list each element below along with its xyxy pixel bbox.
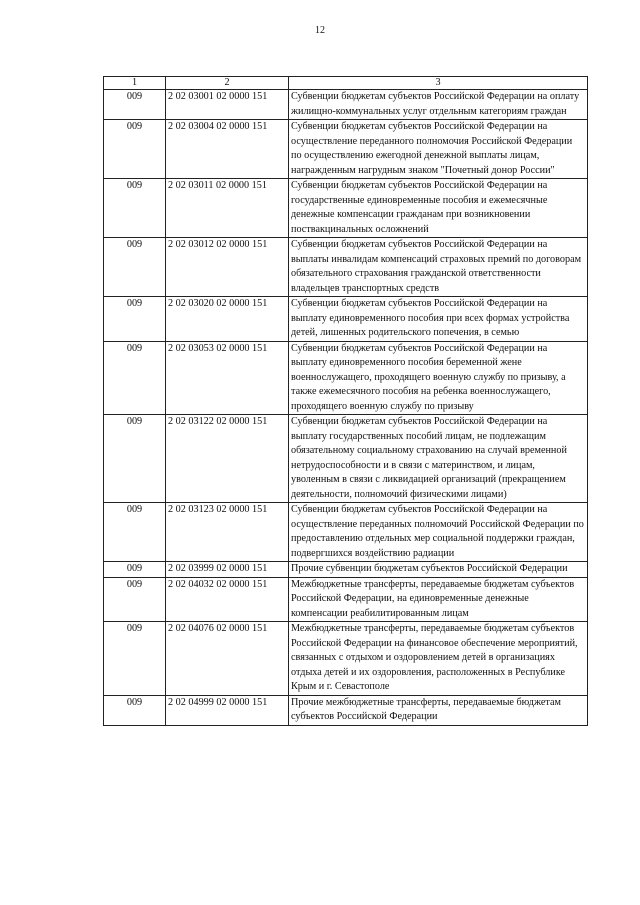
budget-code-cell: 2 02 03020 02 0000 151 [166, 297, 289, 342]
description-cell: Субвенции бюджетам субъектов Российской Федерации на выплату единовременного пособия при всех формах устройства детей, лишенных родительского попечения, в семью [289, 297, 588, 342]
admin-code-cell: 009 [104, 238, 166, 297]
admin-code-cell: 009 [104, 622, 166, 696]
table-header-row [104, 77, 588, 90]
admin-code-cell: 009 [104, 577, 166, 622]
admin-code-cell: 009 [104, 120, 166, 179]
budget-code-cell: 2 02 03012 02 0000 151 [166, 238, 289, 297]
table-row [104, 503, 588, 562]
header-column-3: 3 [289, 77, 588, 90]
page-number: 12 [315, 25, 325, 36]
description-cell: Субвенции бюджетам субъектов Российской Федерации на выплату единовременного пособия беременной жене военнослужащего, проходящего военную службу по призыву, а также ежемесячного пособия на ребенка военнослужащего, проходящего военную службу по призыву [289, 341, 588, 415]
description-cell: Прочие субвенции бюджетам субъектов Российской Федерации [289, 562, 588, 578]
description-cell: Межбюджетные трансферты, передаваемые бюджетам субъектов Российской Федерации на финансовое обеспечение мероприятий, связанных с отдыхом и оздоровлением детей в организациях отдыха детей и их оздоровления, расположенных в Республике Крым и г. Севастополе [289, 622, 588, 696]
table-row [104, 577, 588, 622]
admin-code-cell: 009 [104, 562, 166, 578]
table-row [104, 341, 588, 415]
description-cell: Субвенции бюджетам субъектов Российской Федерации на осуществление переданного полномочия Российской Федерации по осуществлению ежегодной денежной выплаты лицам, награжденным нагрудным знаком "Почетный донор России" [289, 120, 588, 179]
admin-code-cell: 009 [104, 415, 166, 503]
budget-code-cell: 2 02 04076 02 0000 151 [166, 622, 289, 696]
table-row [104, 695, 588, 725]
admin-code-cell: 009 [104, 695, 166, 725]
table-row [104, 120, 588, 179]
budget-code-cell: 2 02 03999 02 0000 151 [166, 562, 289, 578]
admin-code-cell: 009 [104, 341, 166, 415]
description-cell: Субвенции бюджетам субъектов Российской Федерации на выплату государственных пособий лицам, не подлежащим обязательному социальному страхованию на случай временной нетрудоспособности и в связи с материнством, и лицам, уволенным в связи с ликвидацией организаций (прекращением деятельности, полномочий физическими лицами) [289, 415, 588, 503]
budget-code-cell: 2 02 04032 02 0000 151 [166, 577, 289, 622]
admin-code-cell: 009 [104, 179, 166, 238]
description-cell: Межбюджетные трансферты, передаваемые бюджетам субъектов Российской Федерации, на единовременные денежные компенсации реабилитированным лицам [289, 577, 588, 622]
table-row [104, 415, 588, 503]
table-row [104, 90, 588, 120]
table-row [104, 562, 588, 578]
admin-code-cell: 009 [104, 297, 166, 342]
header-column-2: 2 [166, 77, 289, 90]
budget-code-cell: 2 02 03011 02 0000 151 [166, 179, 289, 238]
budget-code-cell: 2 02 03122 02 0000 151 [166, 415, 289, 503]
budget-codes-table [103, 76, 588, 726]
description-cell: Субвенции бюджетам субъектов Российской Федерации на оплату жилищно-коммунальных услуг отдельным категориям граждан [289, 90, 588, 120]
budget-code-cell: 2 02 03123 02 0000 151 [166, 503, 289, 562]
table-row [104, 179, 588, 238]
header-column-1: 1 [104, 77, 166, 90]
budget-code-cell: 2 02 03004 02 0000 151 [166, 120, 289, 179]
description-cell: Субвенции бюджетам субъектов Российской Федерации на осуществление переданных полномочий Российской Федерации по предоставлению отдельных мер социальной поддержки граждан, подвергшихся воздействию радиации [289, 503, 588, 562]
admin-code-cell: 009 [104, 90, 166, 120]
table-row [104, 238, 588, 297]
admin-code-cell: 009 [104, 503, 166, 562]
table-row [104, 297, 588, 342]
budget-code-cell: 2 02 04999 02 0000 151 [166, 695, 289, 725]
budget-code-cell: 2 02 03053 02 0000 151 [166, 341, 289, 415]
description-cell: Прочие межбюджетные трансферты, передаваемые бюджетам субъектов Российской Федерации [289, 695, 588, 725]
description-cell: Субвенции бюджетам субъектов Российской Федерации на государственные единовременные пособия и ежемесячные денежные компенсации гражданам при возникновении поствакцинальных осложнений [289, 179, 588, 238]
budget-code-cell: 2 02 03001 02 0000 151 [166, 90, 289, 120]
table-row [104, 622, 588, 696]
description-cell: Субвенции бюджетам субъектов Российской Федерации на выплаты инвалидам компенсаций страховых премий по договорам обязательного страхования гражданской ответственности владельцев транспортных средств [289, 238, 588, 297]
